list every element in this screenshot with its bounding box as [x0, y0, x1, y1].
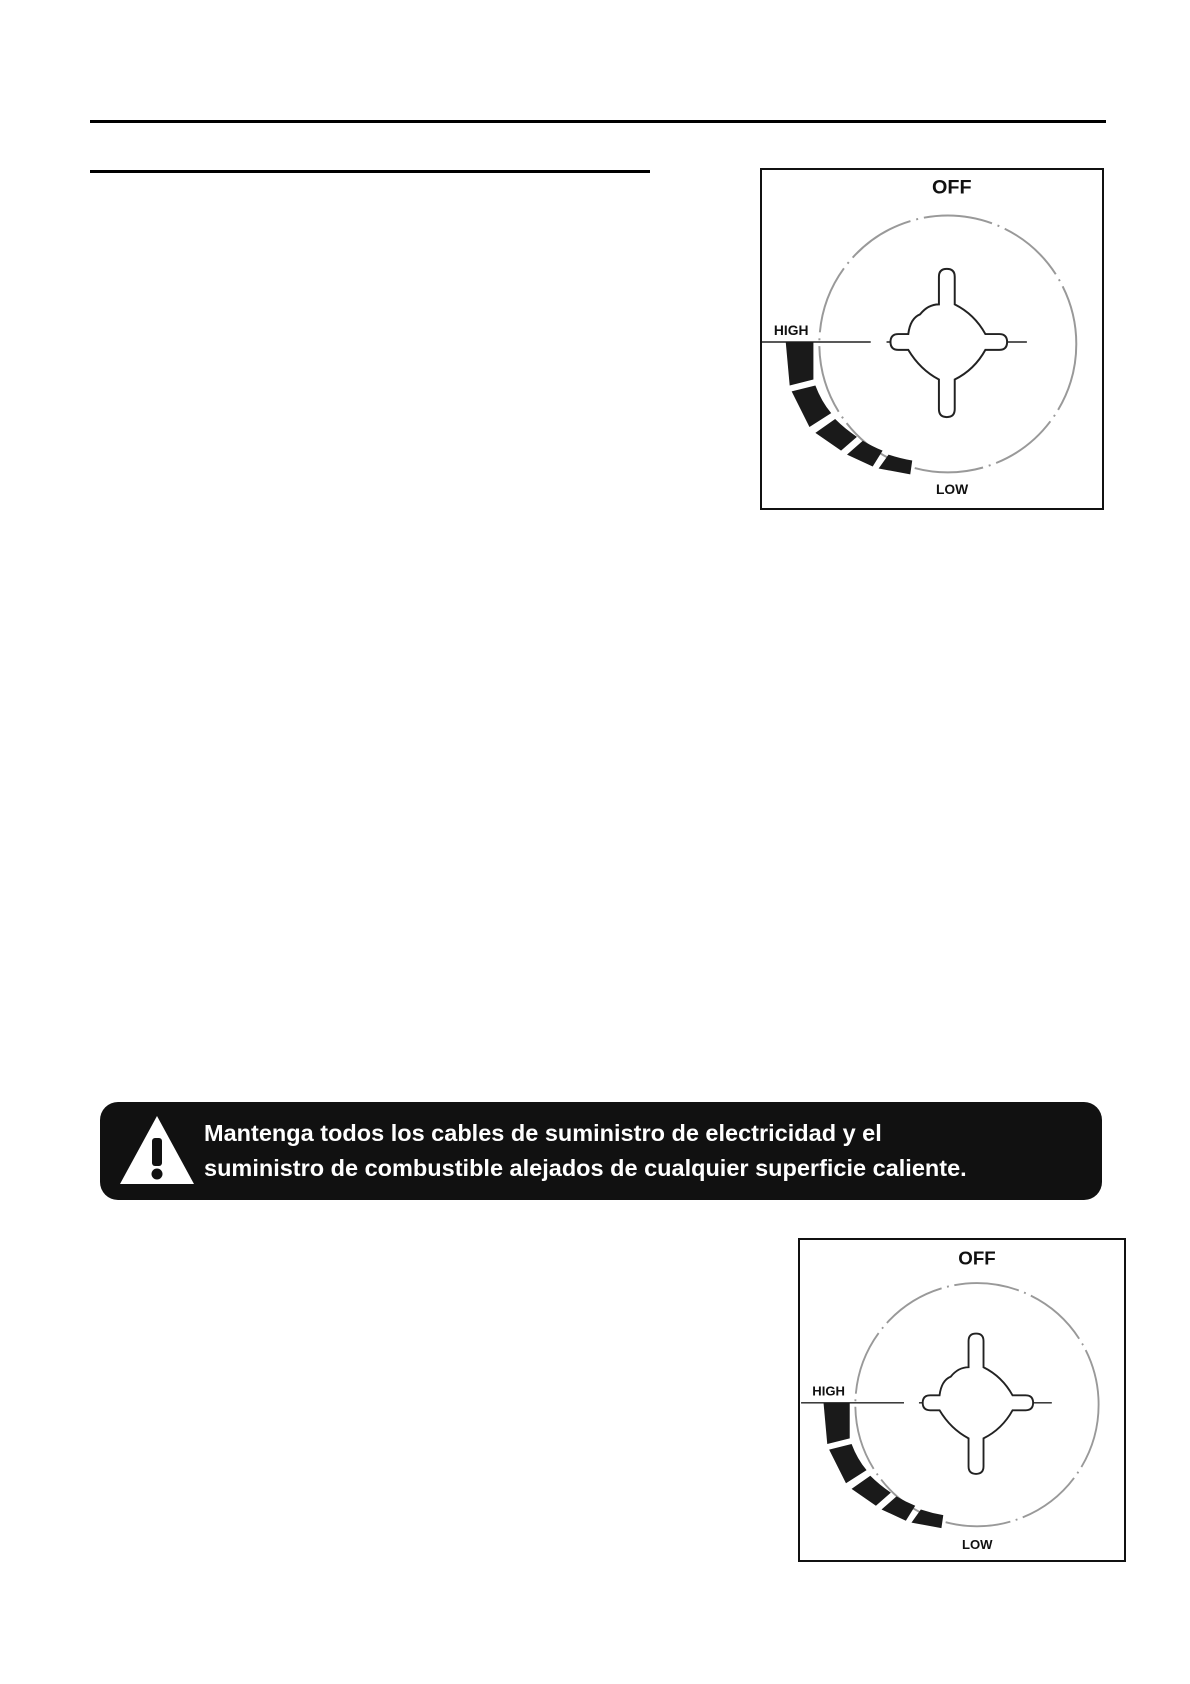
off-label: OFF	[932, 176, 972, 199]
warning-banner	[100, 1102, 1102, 1200]
heat-level-scale-2	[824, 1403, 944, 1528]
knob-icon	[890, 269, 1007, 417]
warning-triangle-icon	[118, 1112, 196, 1186]
heat-level-scale	[786, 342, 913, 474]
low-label-2: LOW	[962, 1536, 993, 1552]
control-knob-diagram	[762, 170, 1102, 508]
section-title-rule	[90, 170, 650, 173]
control-knob-diagram-2	[800, 1240, 1124, 1560]
knob-icon-2	[923, 1334, 1033, 1474]
high-label: HIGH	[773, 322, 809, 339]
warning-line-1: Mantenga todos los cables de suministro de electricidad y el	[204, 1120, 882, 1146]
high-label-2: HIGH	[812, 1383, 845, 1399]
warning-line-2: suministro de combustible alejados de cualquier superficie caliente.	[204, 1155, 967, 1181]
warning-text	[204, 1116, 1084, 1186]
low-label: LOW	[935, 481, 969, 498]
control-knob-figure-2	[798, 1238, 1126, 1562]
control-knob-figure	[760, 168, 1104, 510]
header-rule	[90, 120, 1106, 123]
off-label-2: OFF	[958, 1247, 996, 1269]
